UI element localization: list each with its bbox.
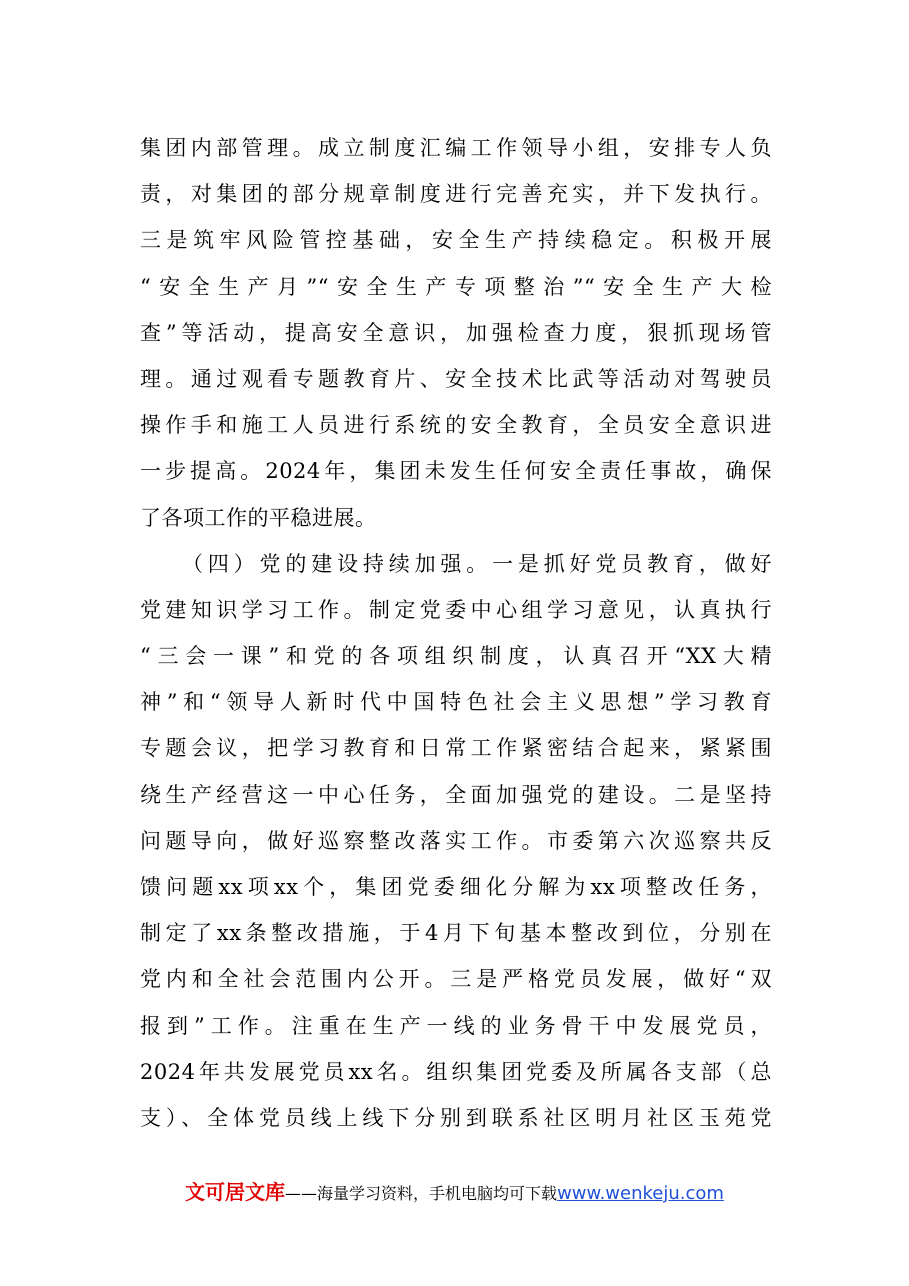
- text-line: 三是筑牢风险管控基础，安全生产持续稳定。积极开展: [140, 228, 772, 253]
- text-line: 操作手和施工人员进行系统的安全教育，全员安全意识进: [140, 413, 772, 438]
- section-heading-line: （四）党的建设持续加强。一是抓好党员教育，做好: [182, 551, 772, 576]
- text-line: 集团内部管理。成立制度汇编工作领导小组，安排专人负: [140, 136, 772, 160]
- text-line: 制定了xx条整改措施，于4月下旬基本整改到位，分别在: [140, 921, 772, 946]
- text-line: 馈问题xx项xx个，集团党委细化分解为xx项整改任务，: [140, 875, 772, 899]
- text-line: 责，对集团的部分规章制度进行完善充实，并下发执行。: [140, 182, 772, 207]
- text-line: 一步提高。2024年，集团未发生任何安全责任事故，确保: [140, 459, 772, 484]
- footer-slogan: ——海量学习资料，手机电脑均可下载: [285, 1184, 558, 1203]
- text-line: 报到”工作。注重在生产一线的业务骨干中发展党员，: [140, 1013, 772, 1038]
- text-line: 党建知识学习工作。制定党委中心组学习意见，认真执行: [140, 597, 772, 622]
- text-line: 神”和“领导人新时代中国特色社会主义思想”学习教育: [140, 690, 772, 715]
- text-line: 理。通过观看专题教育片、安全技术比武等活动对驾驶员: [140, 366, 772, 391]
- text-line: 专题会议，把学习教育和日常工作紧密结合起来，紧紧围: [140, 736, 772, 761]
- text-line: 党内和全社会范围内公开。三是严格党员发展，做好“双: [140, 967, 772, 992]
- text-line: 绕生产经营这一中心任务，全面加强党的建设。二是坚持: [140, 782, 772, 807]
- body-text: [140, 125, 772, 1141]
- text-line: 2024年共发展党员xx名。组织集团党委及所属各支部（总: [140, 1059, 772, 1084]
- text-line: “安全生产月”“安全生产专项整治”“安全生产大检: [140, 274, 772, 299]
- footer-brand: 文可居文库: [185, 1180, 286, 1204]
- text-line: 支）、全体党员线上线下分别到联系社区明月社区玉苑党: [140, 1105, 772, 1130]
- text-line: 了各项工作的平稳进展。: [140, 505, 377, 530]
- text-line: 问题导向，做好巡察整改落实工作。市委第六次巡察共反: [140, 828, 772, 853]
- footer-banner: [0, 1176, 909, 1205]
- footer-site-link[interactable]: www.wenkeju.com: [557, 1183, 724, 1204]
- text-line: “三会一课”和党的各项组织制度，认真召开“XX大精: [140, 644, 772, 669]
- text-line: 查”等活动，提高安全意识，加强检查力度，狠抓现场管: [140, 320, 772, 345]
